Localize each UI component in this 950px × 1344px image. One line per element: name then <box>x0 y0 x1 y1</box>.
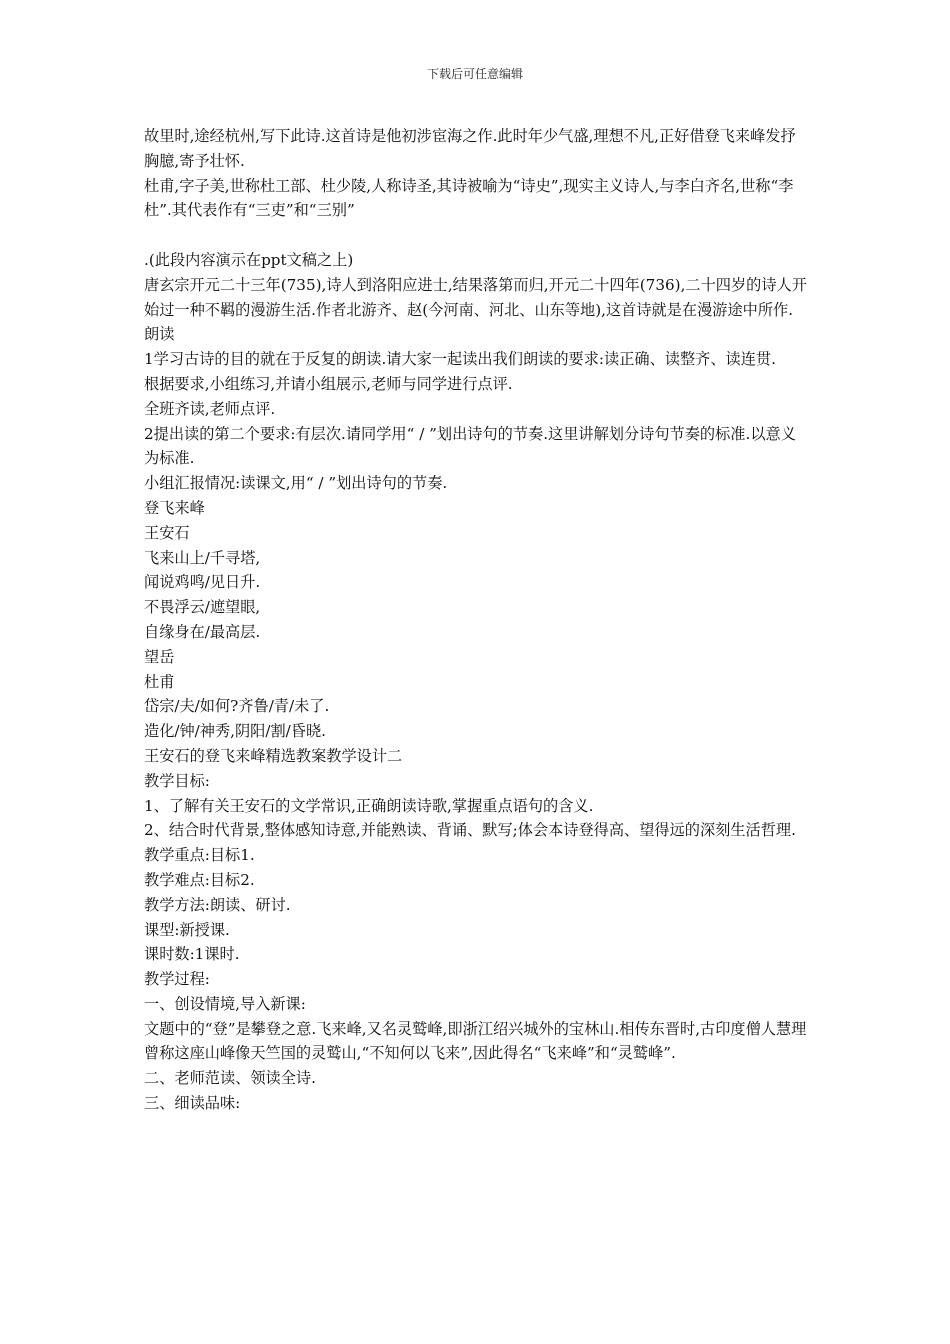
blank-line <box>144 223 809 248</box>
poem-title: 望岳 <box>144 647 175 666</box>
poem-line: 闻说鸡鸣/见日升. <box>144 573 261 592</box>
section-heading: 二、老师范读、领读全诗. <box>144 1069 316 1088</box>
poem-line: 不畏浮云/遮望眼, <box>144 598 261 617</box>
poem-line: 岱宗/夫/如何?齐鲁/青/未了. <box>144 697 330 716</box>
section-heading: 一、创设情境,导入新课: <box>144 994 306 1013</box>
paragraph: .(此段内容演示在ppt文稿之上) <box>144 250 354 269</box>
paragraph: 2提出读的第二个要求:有层次.请同学用“ / ”划出诗句的节奏.这里讲解划分诗句节奏的标准.以意义为标准. <box>144 424 796 468</box>
paragraph: 课时数:1课时. <box>144 945 240 964</box>
section-heading: 朗读 <box>144 325 175 344</box>
paragraph: 根据要求,小组练习,并请小组展示,老师与同学进行点评. <box>144 374 513 393</box>
poem-line: 飞来山上/千寻塔, <box>144 548 261 567</box>
page-header: 下载后可任意编辑 <box>426 67 523 81</box>
section-heading: 教学过程: <box>144 970 210 989</box>
paragraph: 小组汇报情况:读课文,用“ / ”划出诗句的节奏. <box>144 474 448 493</box>
poem-author: 王安石 <box>144 523 190 542</box>
poem-title: 登飞来峰 <box>144 498 205 517</box>
paragraph: 教学方法:朗读、研讨. <box>144 895 291 914</box>
list-item: 2、结合时代背景,整体感知诗意,并能熟读、背诵、默写;体会本诗登得高、望得远的深刻生活哲理. <box>144 821 796 840</box>
paragraph: 教学难点:目标2. <box>144 870 255 889</box>
poem-line: 自缘身在/最高层. <box>144 622 261 641</box>
paragraph: 唐玄宗开元二十三年(735),诗人到洛阳应进士,结果落第而归,开元二十四年(736),二十四岁的诗人开始过一种不羁的漫游生活.作者北游齐、赵(今河南、河北、山东等地),这首诗就是在漫游途中所作. <box>144 275 807 319</box>
paragraph: 杜甫,字子美,世称杜工部、杜少陵,人称诗圣,其诗被喻为“诗史”,现实主义诗人,与李白齐名,世称“李杜”.其代表作有“三吏”和“三别” <box>144 176 794 220</box>
section-heading: 三、细读品味: <box>144 1094 241 1113</box>
paragraph: 故里时,途经杭州,写下此诗.这首诗是他初涉宦海之作.此时年少气盛,理想不凡,正好借登飞来峰发抒胸臆,寄予壮怀. <box>144 127 796 170</box>
paragraph: 教学重点:目标1. <box>144 846 255 865</box>
paragraph: 课型:新授课. <box>144 920 230 939</box>
list-item: 1、了解有关王安石的文学常识,正确朗读诗歌,掌握重点语句的含义. <box>144 796 594 815</box>
poem-line: 造化/钟/神秀,阴阳/割/昏晓. <box>144 722 326 741</box>
paragraph: 1学习古诗的目的就在于反复的朗读.请大家一起读出我们朗读的要求:读正确、读整齐、读连贯. <box>144 350 776 369</box>
document-body <box>144 124 809 1116</box>
poem-author: 杜甫 <box>144 672 175 691</box>
paragraph: 文题中的“登”是攀登之意.飞来峰,又名灵鹫峰,即浙江绍兴城外的宝林山.相传东晋时,古印度僧人慧理曾称这座山峰像天竺国的灵鹫山,“不知何以飞来”,因此得名“飞来峰”和“灵鹫峰”. <box>144 1019 807 1063</box>
section-heading: 王安石的登飞来峰精选教案教学设计二 <box>144 746 403 765</box>
section-heading: 教学目标: <box>144 771 210 790</box>
paragraph: 全班齐读,老师点评. <box>144 399 276 418</box>
